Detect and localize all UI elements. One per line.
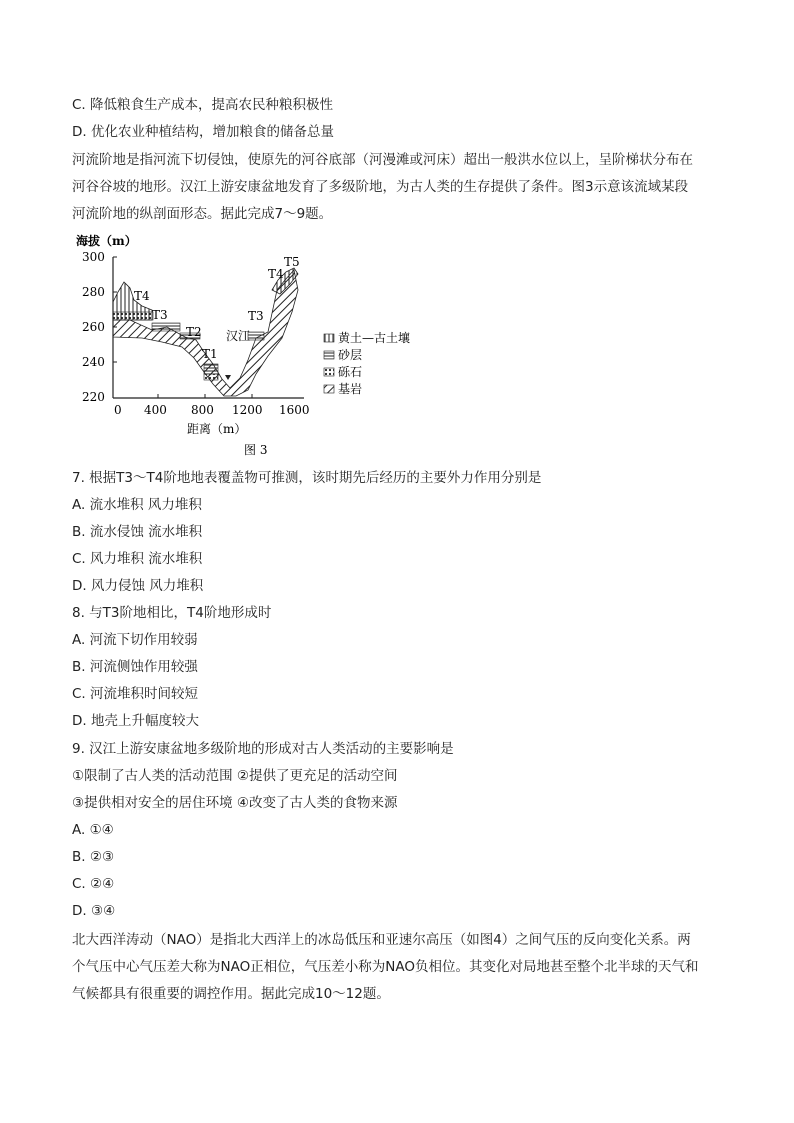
question-9-statements-2: ③提供相对安全的居住环境 ④改变了古人类的食物来源 xyxy=(72,795,398,811)
question-7: 7. 根据T3～T4阶地地表覆盖物可推测，该时期先后经历的主要外力作用分别是 xyxy=(72,470,542,486)
passage-1-line-2: 河谷谷坡的地形。汉江上游安康盆地发育了多级阶地，为古人类的生存提供了条件。图3示意该流域某段 xyxy=(72,179,689,195)
figure-3-river-terrace-profile xyxy=(72,232,442,458)
legend-swatch-sand xyxy=(324,351,334,359)
question-8-option-d: D. 地壳上升幅度较大 xyxy=(72,713,199,729)
x-tick-800: 800 xyxy=(191,403,214,417)
question-7-option-a: A. 流水堆积 风力堆积 xyxy=(72,497,202,513)
question-9-option-d: D. ③④ xyxy=(72,903,116,919)
river-label: 汉江 xyxy=(226,329,251,343)
question-7-option-c: C. 风力堆积 流水堆积 xyxy=(72,551,203,567)
terrace-label-t2: T2 xyxy=(186,325,202,339)
question-9-option-a: A. ①④ xyxy=(72,822,114,838)
y-axis-label: 海拔（m） xyxy=(76,234,137,248)
legend-bedrock: 基岩 xyxy=(338,382,363,396)
x-tick-1200: 1200 xyxy=(232,403,263,417)
passage-2-line-1: 北大西洋涛动（NAO）是指北大西洋上的冰岛低压和亚速尔高压（如图4）之间气压的反向变化关系。两 xyxy=(72,932,691,948)
question-8-option-c: C. 河流堆积时间较短 xyxy=(72,686,199,702)
legend-gravel: 砾石 xyxy=(338,365,363,379)
y-tick-260: 260 xyxy=(82,320,105,334)
y-tick-220: 220 xyxy=(82,390,105,404)
sand-t3-right xyxy=(248,332,264,340)
legend-sand: 砂层 xyxy=(338,348,363,362)
option-d-prev: D. 优化农业种植结构，增加粮食的储备总量 xyxy=(72,124,334,140)
legend-swatch-bedrock xyxy=(324,385,334,393)
question-9-option-b: B. ②③ xyxy=(72,849,115,865)
legend-swatch-gravel xyxy=(324,368,334,376)
gravel-left xyxy=(113,312,153,320)
question-9-statements-1: ①限制了古人类的活动范围 ②提供了更充足的活动空间 xyxy=(72,768,398,784)
sand-t1 xyxy=(204,364,218,374)
question-8-option-a: A. 河流下切作用较弱 xyxy=(72,632,198,648)
terrace-label-t3-left: T3 xyxy=(152,308,168,322)
x-tick-1600: 1600 xyxy=(279,403,310,417)
legend-swatch-loess xyxy=(324,334,334,342)
question-9: 9. 汉江上游安康盆地多级阶地的形成对古人类活动的主要影响是 xyxy=(72,741,454,757)
passage-1-line-1: 河流阶地是指河流下切侵蚀，使原先的河谷底部（河漫滩或河床）超出一般洪水位以上，呈阶梯状分布在 xyxy=(72,152,693,168)
question-8-option-b: B. 河流侧蚀作用较强 xyxy=(72,659,198,675)
terrace-label-t4-right: T4 xyxy=(268,267,284,281)
y-tick-280: 280 xyxy=(82,285,105,299)
water-level-marker xyxy=(225,375,231,380)
question-7-option-b: B. 流水侵蚀 流水堆积 xyxy=(72,524,203,540)
sand-t3-left xyxy=(152,323,180,331)
question-7-option-d: D. 风力侵蚀 风力堆积 xyxy=(72,578,204,594)
terrace-label-t5: T5 xyxy=(284,255,300,269)
y-tick-300: 300 xyxy=(82,250,105,264)
option-c-prev: C. 降低粮食生产成本，提高农民种粮积极性 xyxy=(72,97,334,113)
terrace-label-t1: T1 xyxy=(202,347,218,361)
terrace-label-t3-right: T3 xyxy=(248,309,264,323)
question-9-option-c: C. ②④ xyxy=(72,876,115,892)
x-axis-label: 距离（m） xyxy=(187,422,247,436)
x-tick-400: 400 xyxy=(144,403,167,417)
figure-caption: 图 3 xyxy=(244,443,268,457)
question-8: 8. 与T3阶地相比，T4阶地形成时 xyxy=(72,605,272,621)
gravel-t1 xyxy=(204,374,218,380)
terrace-label-t4-left: T4 xyxy=(134,289,150,303)
passage-2-line-3: 气候都具有很重要的调控作用。据此完成10～12题。 xyxy=(72,986,390,1002)
y-tick-240: 240 xyxy=(82,355,105,369)
passage-2-line-2: 个气压中心气压差大称为NAO正相位，气压差小称为NAO负相位。其变化对局地甚至整个北半球的天气和 xyxy=(72,959,699,975)
passage-1-line-3: 河流阶地的纵剖面形态。据此完成7～9题。 xyxy=(72,206,333,222)
legend-loess: 黄土—古土壤 xyxy=(338,331,411,345)
x-tick-0: 0 xyxy=(114,403,122,417)
